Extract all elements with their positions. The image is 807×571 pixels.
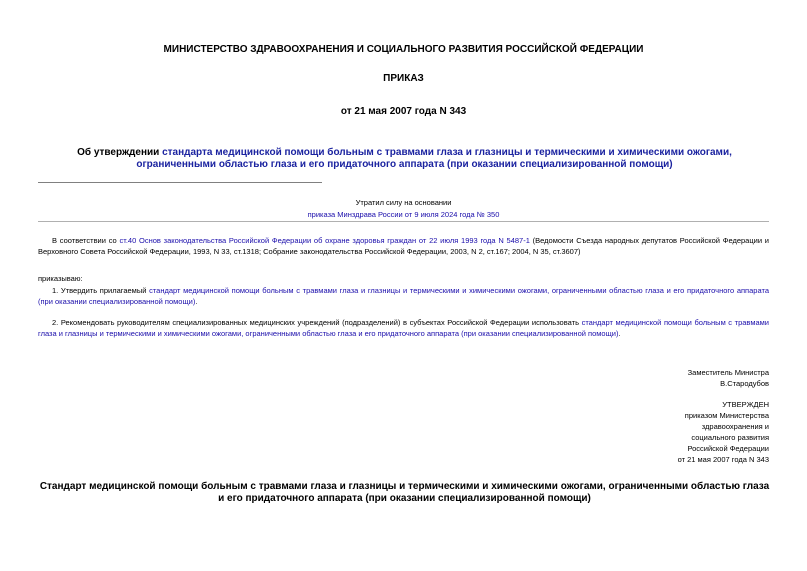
approval-block	[569, 399, 769, 465]
ministry-heading: МИНИСТЕРСТВО ЗДРАВООХРАНЕНИЯ И СОЦИАЛЬНОГО РАЗВИТИЯ РОССИЙСКОЙ ФЕДЕРАЦИИ	[163, 44, 644, 55]
status-note	[250, 197, 557, 221]
document-title	[36, 147, 773, 171]
order-item-1	[38, 285, 769, 307]
preamble-suffix: (Ведомости Съезда народных депутатов Российской Федерации и Верховного Совета Российской Федерации, 1993, N 33, ст.1318; Собрание законодательства Российской Федерации, 2003, N 2, ст.167; 2004, N 35, ст.3607)	[38, 236, 769, 256]
approval-line-6: от 21 мая 2007 года N 343	[677, 455, 769, 464]
order-word: приказываю:	[38, 274, 83, 283]
preamble-paragraph	[38, 235, 769, 257]
title-standard-link[interactable]: стандарта медицинской помощи больным с травмами глаза и глазницы и термическими и химическими ожогами, ограниченными областью глаза и его придаточного аппарата (при оказании специализированной помощи)	[136, 147, 732, 170]
approval-line-3: здравоохранения и	[701, 422, 769, 431]
title-prefix: Об утверждении	[77, 147, 163, 158]
status-label: Утратил силу на основании	[355, 198, 452, 207]
approval-line-5: Российской Федерации	[687, 444, 769, 453]
item-2-suffix: .	[618, 329, 621, 338]
standard-title: Стандарт медицинской помощи больным с травмами глаза и глазницы и термическими и химическими ожогами, ограниченными областью глаза и его придаточного аппарата (при оказании специализированной помощи)	[39, 481, 770, 504]
item-1-suffix: .	[195, 297, 198, 306]
approval-line-4: социального развития	[691, 433, 769, 442]
document-date-number: от 21 мая 2007 года N 343	[340, 106, 467, 117]
item-2-prefix: 2. Рекомендовать руководителям специализированных медицинских учреждений (подразделений) в субъектах Российской Федерации использовать	[52, 318, 582, 327]
status-divider	[38, 221, 769, 222]
item-2-standard-link[interactable]: стандарт медицинской помощи больным с травмами глаза и глазницы и термическими и химическими ожогами, ограниченными областью глаза и его придаточного аппарата (при оказании специализированной помощи)	[38, 318, 769, 338]
preamble-prefix: В соответствии со	[52, 236, 120, 245]
title-divider	[38, 182, 322, 183]
order-item-2	[38, 317, 769, 339]
repeal-order-link[interactable]: приказа Минздрава России от 9 июля 2024 года № 350	[307, 210, 500, 219]
approval-line-1: УТВЕРЖДЕН	[722, 400, 769, 409]
signature-name: В.Стародубов	[720, 379, 769, 388]
item-1-prefix: 1. Утвердить прилагаемый	[52, 286, 150, 295]
approval-line-2: приказом Министерства	[684, 411, 769, 420]
law-article-link[interactable]: ст.40 Основ законодательства Российской Федерации об охране здоровья граждан от 22 июля 1993 года N 5487-1	[119, 236, 530, 245]
item-1-standard-link[interactable]: стандарт медицинской помощи больным с травмами глаза и глазницы и термическими и химическими ожогами, ограниченными областью глаза и его придаточного аппарата (при оказании специализированной помощи)	[38, 286, 769, 306]
document-type: ПРИКАЗ	[383, 73, 424, 84]
signature-position: Заместитель Министра	[687, 368, 769, 377]
signature-block	[569, 367, 769, 389]
